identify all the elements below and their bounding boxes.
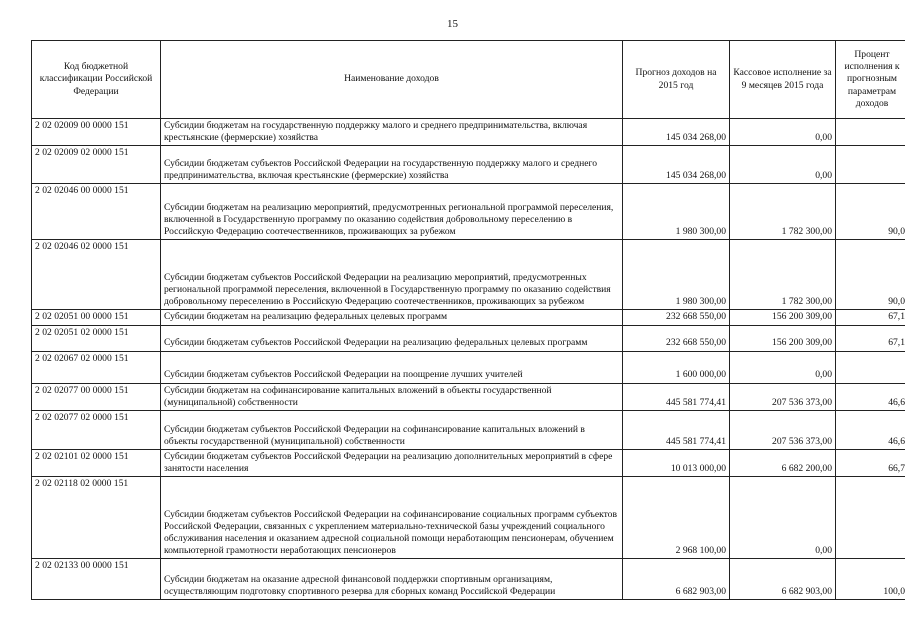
row-code: 2 02 02101 02 0000 151 bbox=[32, 450, 161, 477]
row-percent: 46,6 bbox=[836, 411, 905, 450]
row-actual: 156 200 309,00 bbox=[730, 325, 836, 351]
row-percent bbox=[836, 146, 905, 184]
row-percent: 46,6 bbox=[836, 383, 905, 410]
row-actual: 6 682 200,00 bbox=[730, 450, 836, 477]
row-forecast: 1 980 300,00 bbox=[623, 184, 730, 240]
row-percent: 67,1 bbox=[836, 325, 905, 351]
table-row bbox=[32, 411, 905, 450]
row-forecast: 145 034 268,00 bbox=[623, 119, 730, 146]
table-row bbox=[32, 310, 905, 325]
row-code: 2 02 02133 00 0000 151 bbox=[32, 559, 161, 600]
row-forecast: 232 668 550,00 bbox=[623, 325, 730, 351]
row-forecast: 145 034 268,00 bbox=[623, 146, 730, 184]
table-row bbox=[32, 477, 905, 559]
row-name: Субсидии бюджетам субъектов Российской Федерации на государственную поддержку малого и среднего предпринимательства, включая крестьянские (фермерские) хозяйства bbox=[161, 146, 623, 184]
table-row bbox=[32, 559, 905, 600]
row-percent bbox=[836, 351, 905, 383]
table-row bbox=[32, 351, 905, 383]
row-forecast: 10 013 000,00 bbox=[623, 450, 730, 477]
table-row bbox=[32, 146, 905, 184]
row-actual: 0,00 bbox=[730, 146, 836, 184]
row-code: 2 02 02009 02 0000 151 bbox=[32, 146, 161, 184]
row-forecast: 445 581 774,41 bbox=[623, 383, 730, 410]
header-percent: Процент исполнения к прогнозным параметрам доходов bbox=[836, 41, 905, 119]
header-actual: Кассовое исполнение за 9 месяцев 2015 года bbox=[730, 41, 836, 119]
row-percent: 67,1 bbox=[836, 310, 905, 325]
page-number: 15 bbox=[447, 18, 458, 30]
row-actual: 0,00 bbox=[730, 477, 836, 559]
row-actual: 6 682 903,00 bbox=[730, 559, 836, 600]
row-actual: 0,00 bbox=[730, 119, 836, 146]
row-code: 2 02 02077 02 0000 151 bbox=[32, 411, 161, 450]
row-code: 2 02 02067 02 0000 151 bbox=[32, 351, 161, 383]
row-code: 2 02 02051 02 0000 151 bbox=[32, 325, 161, 351]
row-code: 2 02 02009 00 0000 151 bbox=[32, 119, 161, 146]
row-actual: 207 536 373,00 bbox=[730, 383, 836, 410]
row-name: Субсидии бюджетам субъектов Российской Федерации на софинансирование капитальных вложений в объекты государственной (муниципальной) собственности bbox=[161, 411, 623, 450]
table-header-row bbox=[32, 41, 905, 119]
row-name: Субсидии бюджетам субъектов Российской Федерации на софинансирование социальных программ субъектов Российской Федерации, связанных с укреплением материально-технической базы учреждений социального обслуживания населения и оказанием адресной социальной помощи неработающим пенсионерам, обучением компьютерной грамотности неработающих пенсионеров bbox=[161, 477, 623, 559]
row-name: Субсидии бюджетам на оказание адресной финансовой поддержки спортивным организациям, осуществляющим подготовку спортивного резерва для сборных команд Российской Федерации bbox=[161, 559, 623, 600]
row-forecast: 6 682 903,00 bbox=[623, 559, 730, 600]
row-name: Субсидии бюджетам на государственную поддержку малого и среднего предпринимательства, включая крестьянские (фермерские) хозяйства bbox=[161, 119, 623, 146]
row-forecast: 232 668 550,00 bbox=[623, 310, 730, 325]
row-percent: 66,7 bbox=[836, 450, 905, 477]
row-actual: 1 782 300,00 bbox=[730, 240, 836, 310]
row-percent bbox=[836, 477, 905, 559]
row-forecast: 1 980 300,00 bbox=[623, 240, 730, 310]
row-forecast: 1 600 000,00 bbox=[623, 351, 730, 383]
row-actual: 207 536 373,00 bbox=[730, 411, 836, 450]
row-name: Субсидии бюджетам на софинансирование капитальных вложений в объекты государственной (муниципальной) собственности bbox=[161, 383, 623, 410]
row-percent: 90,0 bbox=[836, 184, 905, 240]
header-forecast: Прогноз доходов на 2015 год bbox=[623, 41, 730, 119]
row-code: 2 02 02077 00 0000 151 bbox=[32, 383, 161, 410]
row-code: 2 02 02046 00 0000 151 bbox=[32, 184, 161, 240]
header-code: Код бюджетной классификации Российской Федерации bbox=[32, 41, 161, 119]
row-code: 2 02 02118 02 0000 151 bbox=[32, 477, 161, 559]
table-row bbox=[32, 325, 905, 351]
revenue-table bbox=[31, 40, 905, 600]
row-name: Субсидии бюджетам субъектов Российской Федерации на реализацию дополнительных мероприятий в сфере занятости населения bbox=[161, 450, 623, 477]
row-forecast: 2 968 100,00 bbox=[623, 477, 730, 559]
table-row bbox=[32, 184, 905, 240]
table-row bbox=[32, 240, 905, 310]
row-percent: 100,0 bbox=[836, 559, 905, 600]
row-percent bbox=[836, 119, 905, 146]
row-name: Субсидии бюджетам субъектов Российской Федерации на поощрение лучших учителей bbox=[161, 351, 623, 383]
row-name: Субсидии бюджетам субъектов Российской Федерации на реализацию федеральных целевых программ bbox=[161, 325, 623, 351]
row-actual: 1 782 300,00 bbox=[730, 184, 836, 240]
row-code: 2 02 02051 00 0000 151 bbox=[32, 310, 161, 325]
header-name: Наименование доходов bbox=[161, 41, 623, 119]
row-name: Субсидии бюджетам на реализацию мероприятий, предусмотренных региональной программой переселения, включенной в Государственную программу по оказанию содействия добровольному переселению в Российскую Федерацию соотечественников, проживающих за рубежом bbox=[161, 184, 623, 240]
row-code: 2 02 02046 02 0000 151 bbox=[32, 240, 161, 310]
table-row bbox=[32, 450, 905, 477]
row-actual: 0,00 bbox=[730, 351, 836, 383]
table-row bbox=[32, 119, 905, 146]
row-name: Субсидии бюджетам субъектов Российской Федерации на реализацию мероприятий, предусмотренных региональной программой переселения, включенной в Государственную программу по оказанию содействия добровольному переселению в Российскую Федерацию соотечественников, проживающих за рубежом bbox=[161, 240, 623, 310]
row-name: Субсидии бюджетам на реализацию федеральных целевых программ bbox=[161, 310, 623, 325]
table-row bbox=[32, 383, 905, 410]
row-forecast: 445 581 774,41 bbox=[623, 411, 730, 450]
row-percent: 90,0 bbox=[836, 240, 905, 310]
row-actual: 156 200 309,00 bbox=[730, 310, 836, 325]
